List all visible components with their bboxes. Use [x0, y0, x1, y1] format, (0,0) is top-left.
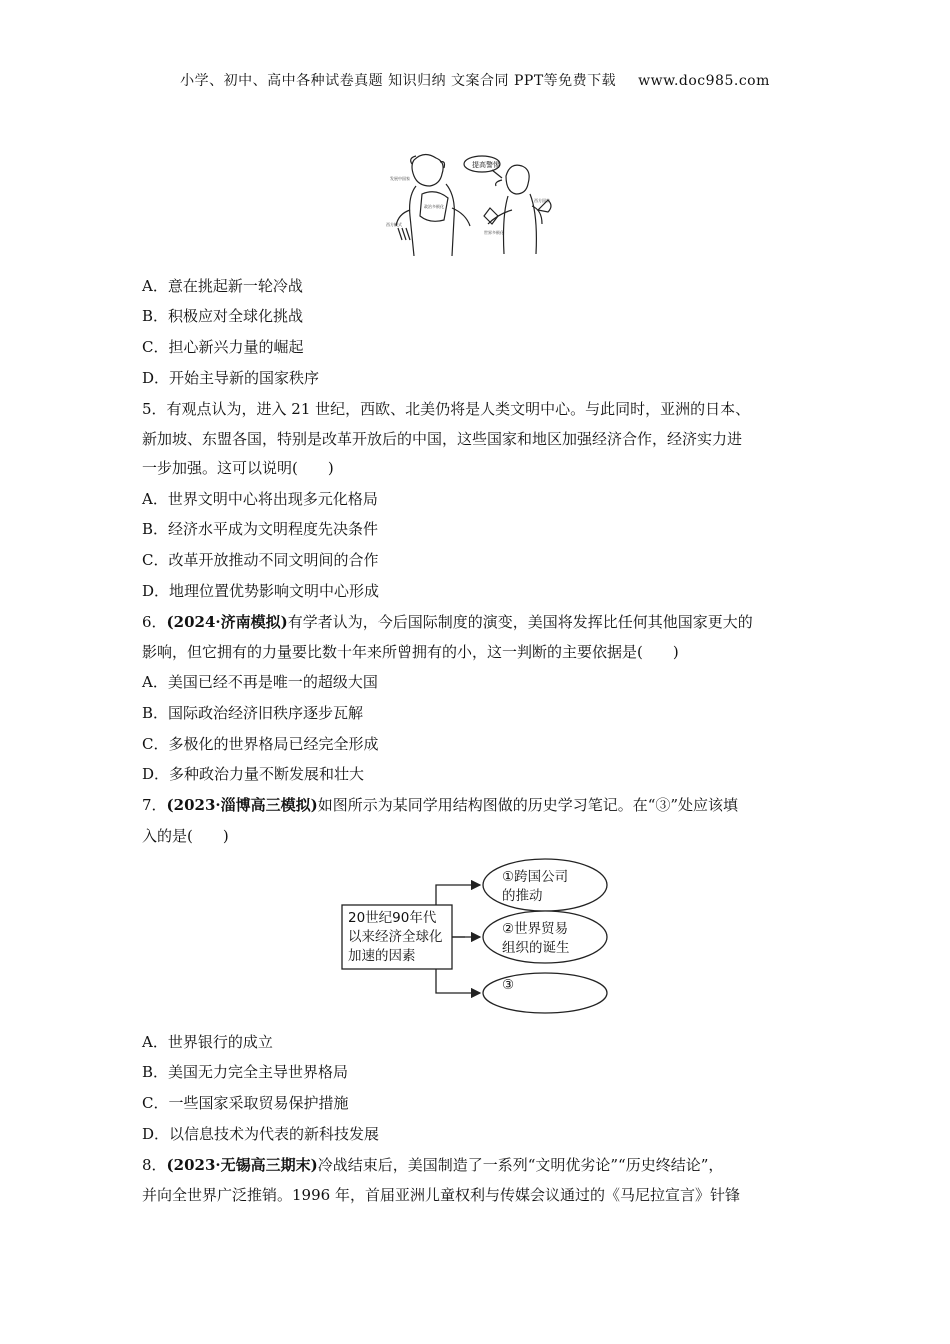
q6-option-d: D．多种政治力量不断发展和壮大	[142, 765, 365, 783]
q8-stem-line1: 8．(2023·无锡高三期末)冷战结束后，美国制造了一系列“文明优劣论”“历史终结论”，	[142, 1156, 724, 1174]
diagram-ellipse3-line1: ③	[502, 977, 515, 993]
q5-option-a: A．世界文明中心将出现多元化格局	[142, 490, 378, 508]
q8-stem-line2: 并向全世界广泛推销。1996 年，首届亚洲儿童权利与传媒会议通过的《马尼拉宣言》针锋	[142, 1186, 740, 1204]
q5-stem-line3: 一步加强。这可以说明( )	[142, 459, 334, 477]
q4-option-a: A．意在挑起新一轮冷战	[142, 277, 303, 295]
q8-source: (2023·无锡高三期末)	[166, 1156, 318, 1174]
q6-option-a: A．美国已经不再是唯一的超级大国	[142, 673, 378, 691]
q4-option-b: B．积极应对全球化挑战	[142, 307, 304, 325]
q5-stem-line2: 新加坡、东盟各国，特别是改革开放后的中国，这些国家和地区加强经济合作，经济实力进	[142, 430, 743, 448]
diagram-arrow-3	[436, 969, 480, 993]
q4-option-c: C．担心新兴力量的崛起	[142, 338, 304, 356]
cartoon-label-left-head: 发展中国家	[390, 176, 410, 181]
q7-option-d: D．以信息技术为代表的新科技发展	[142, 1125, 380, 1143]
q6-stem-line2: 影响，但它拥有的力量要比数十年来所曾拥有的小，这一判断的主要依据是( )	[142, 643, 679, 661]
cartoon-speech: 提高警惕	[472, 161, 500, 169]
page-header	[0, 70, 950, 90]
cartoon-label-book: 政治多极化	[424, 204, 444, 209]
diagram-ellipse1-line1: ①跨国公司	[502, 869, 569, 885]
q7-option-b: B．美国无力完全主导世界格局	[142, 1063, 349, 1081]
q7-source: (2023·淄博高三模拟)	[166, 796, 318, 814]
cartoon-label-left-hand: 西方模式	[386, 222, 402, 227]
diagram-box-line2: 以来经济全球化	[348, 929, 443, 945]
diagram-ellipse2-line1: ②世界贸易	[502, 921, 569, 937]
q6-option-b: B．国际政治经济旧秩序逐步瓦解	[142, 704, 364, 722]
q6-stem-line1: 6．(2024·济南模拟)有学者认为，今后国际制度的演变，美国将发挥比任何其他国家更大的	[142, 613, 753, 631]
diagram-box-line3: 加速的因素	[348, 948, 416, 964]
q7-stem-line1: 7．(2023·淄博高三模拟)如图所示为某同学用结构图做的历史学习笔记。在“③”处应该填	[142, 796, 739, 814]
diagram-ellipse2-line2: 组织的诞生	[502, 940, 570, 956]
q5-stem-line1: 5．有观点认为，进入 21 世纪，西欧、北美仍将是人类文明中心。与此同时，亚洲的日本、	[142, 400, 751, 418]
diagram-box-line1: 20世纪90年代	[348, 910, 437, 926]
q6-option-c: C．多极化的世界格局已经完全形成	[142, 735, 379, 753]
header-text: 小学、初中、高中各种试卷真题 知识归纳 文案合同 PPT等免费下载	[180, 73, 617, 89]
diagram-ellipse1-line2: 的推动	[502, 888, 543, 904]
q7-stem-line2: 入的是( )	[142, 827, 229, 845]
cartoon-label-bottle: 世界多极化	[484, 230, 504, 235]
cartoon-label-right-body: 西方国家	[534, 198, 550, 203]
cartoon-image	[384, 150, 564, 262]
q5-option-d: D．地理位置优势影响文明中心形成	[142, 582, 380, 600]
q7-option-c: C．一些国家采取贸易保护措施	[142, 1094, 349, 1112]
structure-diagram	[340, 855, 615, 1015]
diagram-arrow-1	[436, 885, 480, 905]
q5-option-c: C．改革开放推动不同文明间的合作	[142, 551, 379, 569]
header-site-link[interactable]: www.doc985.com	[638, 73, 770, 89]
q5-option-b: B．经济水平成为文明程度先决条件	[142, 520, 379, 538]
q7-option-a: A．世界银行的成立	[142, 1033, 273, 1051]
q6-source: (2024·济南模拟)	[166, 613, 288, 631]
q4-option-d: D．开始主导新的国家秩序	[142, 369, 320, 387]
